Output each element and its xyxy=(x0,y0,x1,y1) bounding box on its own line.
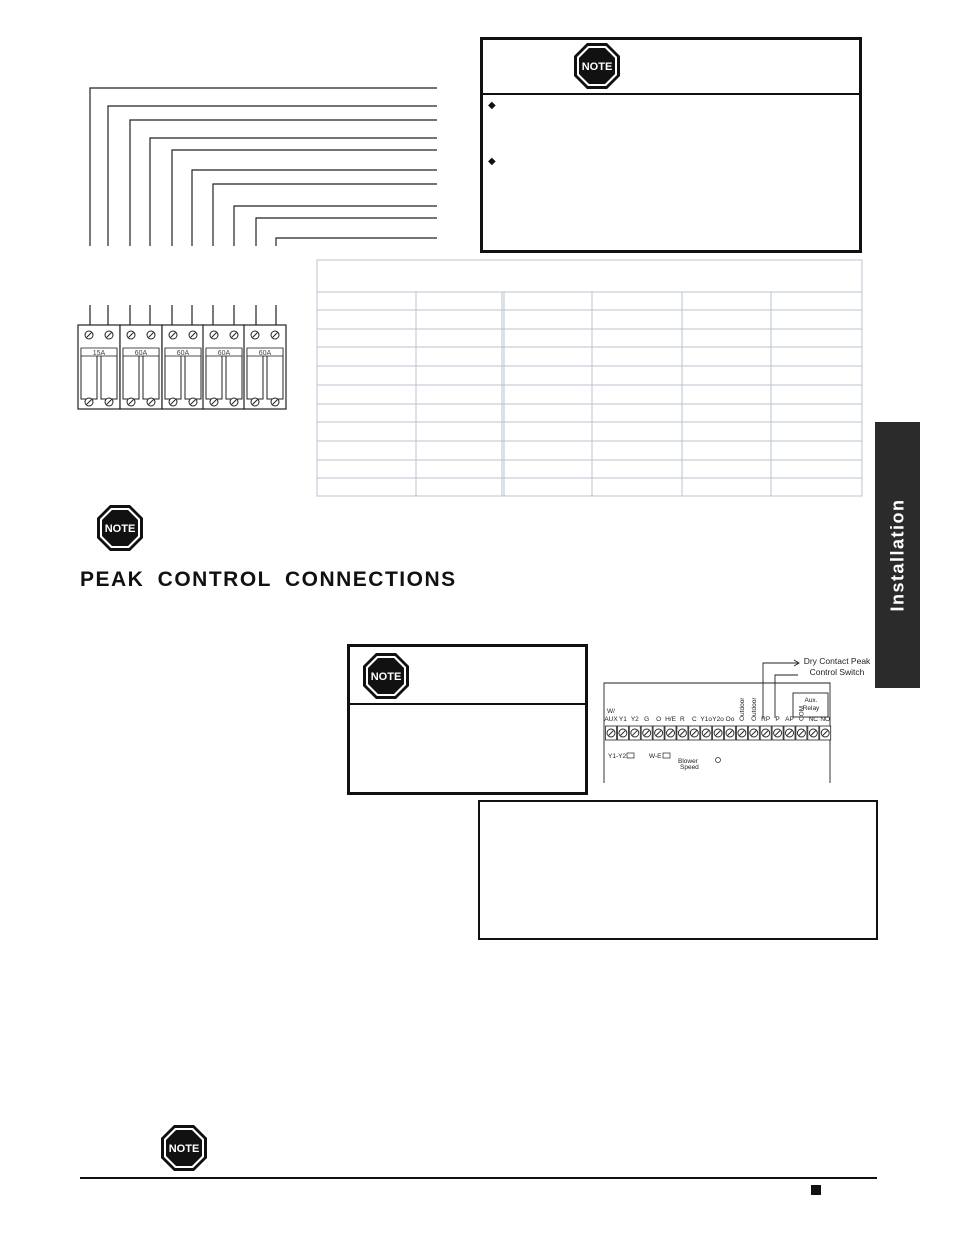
side-tab xyxy=(875,422,920,688)
terminal-label: C xyxy=(691,716,697,723)
breaker-rating-label: 60A xyxy=(217,350,231,357)
terminal-label: P xyxy=(775,716,780,723)
breaker xyxy=(203,325,245,409)
wire-table xyxy=(316,258,864,500)
svg-text:NOTE: NOTE xyxy=(370,671,402,683)
note-icon xyxy=(362,652,410,700)
breaker-rating-label: 60A xyxy=(176,350,190,357)
aux-relay-label: Relay xyxy=(802,705,820,712)
terminal-label: O xyxy=(656,716,662,723)
svg-text:NOTE: NOTE xyxy=(168,1143,200,1155)
terminal-label: Y1o xyxy=(700,716,712,723)
terminal-label: Oo xyxy=(725,716,735,723)
breaker-rating-label: 15A xyxy=(92,350,106,357)
terminal-label: Outdoor xyxy=(738,697,746,721)
note-icon xyxy=(96,504,144,552)
wiring-diagram-lines xyxy=(80,80,450,250)
svg-text:NOTE: NOTE xyxy=(104,523,136,535)
aux-relay-label: Aux. xyxy=(804,697,818,704)
svg-text:Blower: Blower xyxy=(678,758,698,765)
footer-square-icon xyxy=(811,1185,821,1195)
svg-text:Y1-Y2: Y1-Y2 xyxy=(608,753,627,760)
terminal-label: Y1 xyxy=(618,716,627,723)
dry-contact-text: Dry Contact Peak Control Switch xyxy=(803,656,871,677)
info-box xyxy=(478,800,878,940)
svg-text:NOTE: NOTE xyxy=(581,61,613,73)
svg-text:W-E: W-E xyxy=(649,753,662,760)
note-icon xyxy=(160,1124,208,1172)
terminal-label: Y2 xyxy=(630,716,639,723)
terminal-label: Outdoor xyxy=(750,697,758,721)
breaker-rating-label: 60A xyxy=(134,350,148,357)
terminal-label: Y2o xyxy=(712,716,724,723)
bullet-2: ◆ xyxy=(488,156,496,167)
breaker xyxy=(162,325,204,409)
note-box-wiring xyxy=(480,37,862,253)
svg-text:Speed: Speed xyxy=(680,764,699,771)
note-box-divider xyxy=(483,93,859,95)
terminal-strip xyxy=(600,655,836,791)
terminal-label: H/E xyxy=(665,716,676,723)
breaker-rating-label: 60A xyxy=(258,350,272,357)
terminal-label: NC xyxy=(808,716,818,723)
terminal-label: NO xyxy=(820,716,831,723)
breaker xyxy=(244,325,286,409)
note-box-divider xyxy=(350,703,585,705)
terminal-label: R xyxy=(680,716,685,723)
terminal-label: G xyxy=(644,716,650,723)
note-icon xyxy=(573,42,621,90)
terminal-label: W/ xyxy=(607,708,615,715)
breaker-panel xyxy=(76,305,290,415)
breaker xyxy=(78,325,120,409)
section-heading: PEAK CONTROL CONNECTIONS xyxy=(80,568,457,591)
terminal-label: COM xyxy=(798,705,806,721)
terminal-label: AP xyxy=(785,716,794,723)
bullet-1: ◆ xyxy=(488,100,496,111)
terminal-label: AUX xyxy=(604,716,618,723)
breaker xyxy=(120,325,162,409)
terminal-label: RP xyxy=(761,716,771,723)
side-tab-label: Installation xyxy=(887,498,907,612)
footer-rule xyxy=(80,1177,877,1179)
